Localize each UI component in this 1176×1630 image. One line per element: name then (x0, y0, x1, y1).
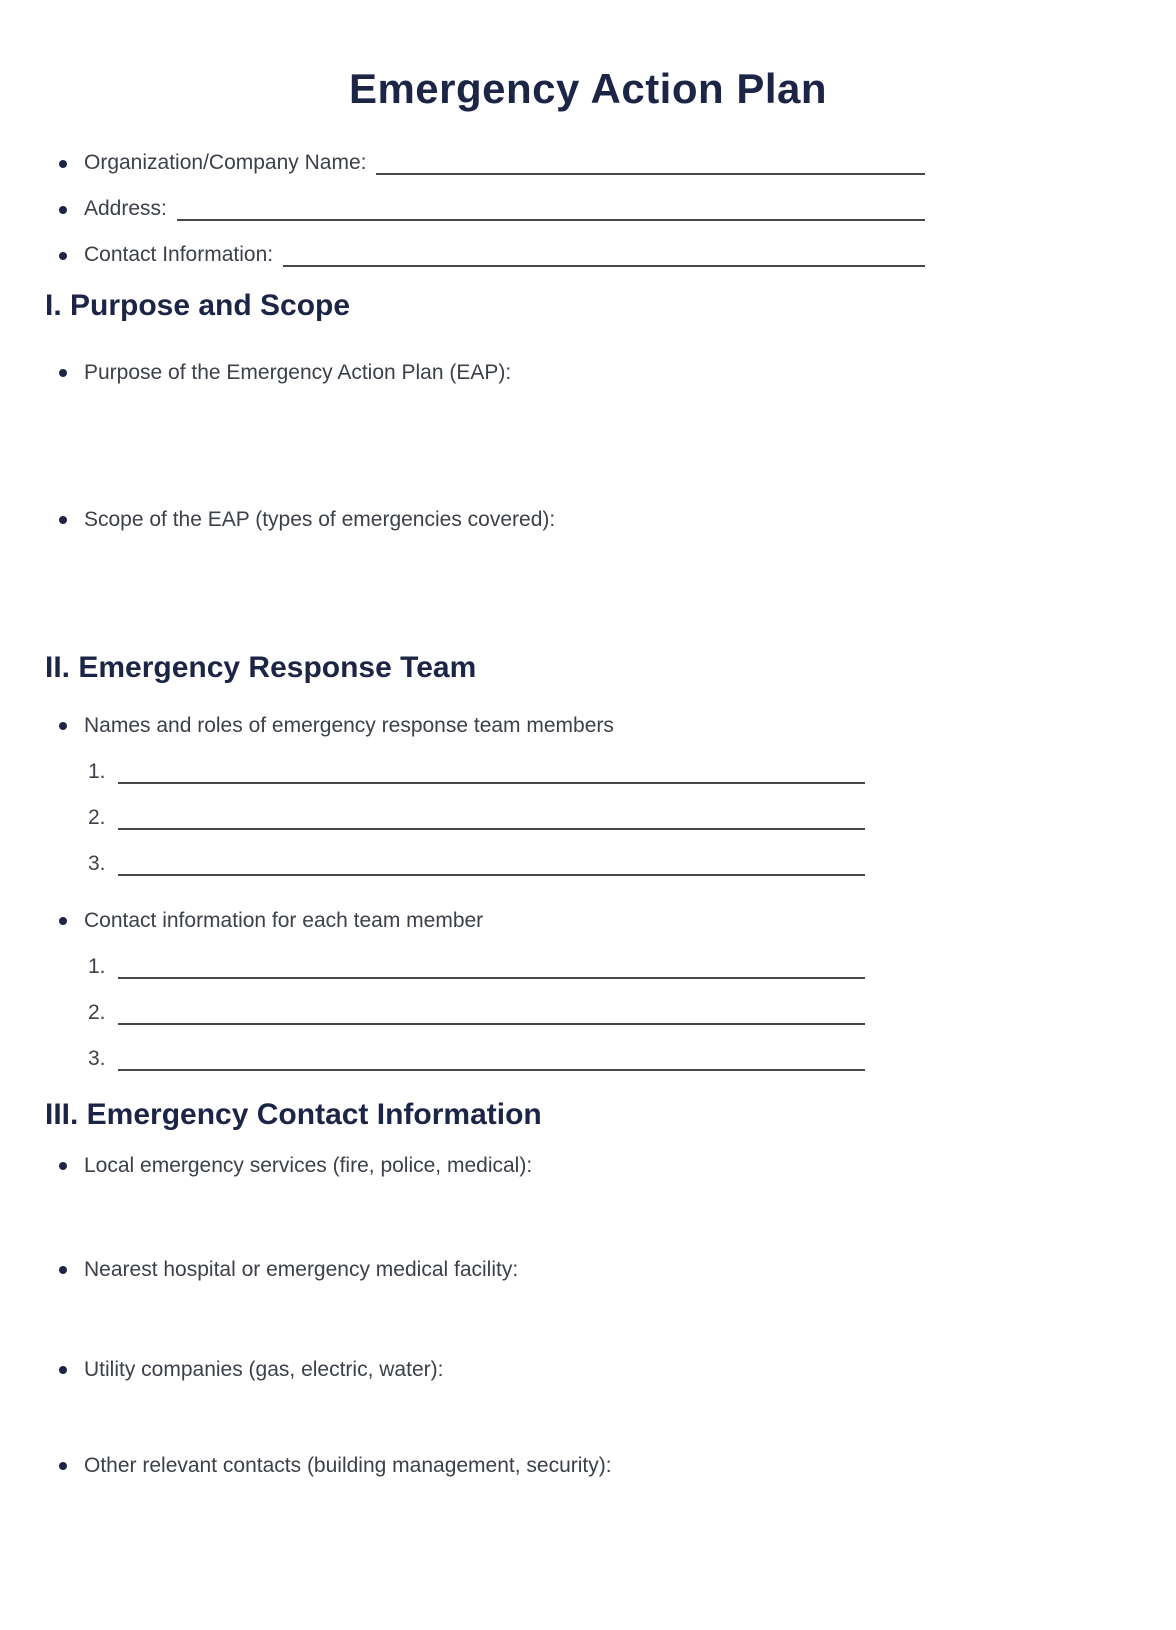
numbered-lines-names-roles (0, 739, 1176, 877)
field-row-address (45, 176, 925, 222)
team-member-name-fill-line-3[interactable] (118, 874, 865, 876)
bullet-dot-icon (59, 516, 67, 524)
numbered-lines-contact-info (0, 934, 1176, 1072)
number-label: 1. (88, 760, 106, 783)
contact-information-fill-line[interactable] (283, 265, 925, 267)
number-label: 2. (88, 1001, 106, 1024)
bullet-icon (45, 917, 84, 925)
bullet-icon (45, 160, 84, 176)
bullet-row-scope (45, 507, 925, 533)
bullet-row-local-emergency-services (45, 1153, 925, 1179)
bullet-dot-icon (59, 1266, 67, 1274)
bullet-icon (45, 1462, 84, 1470)
bullet-label: Utility companies (gas, electric, water): (84, 1358, 444, 1381)
numbered-row-3 (88, 1026, 865, 1072)
bullet-dot-icon (59, 1366, 67, 1374)
bullet-icon (45, 722, 84, 730)
bullet-icon (45, 1162, 84, 1170)
team-member-contact-fill-line-3[interactable] (118, 1069, 865, 1071)
bullet-row-other-relevant-contacts (45, 1453, 925, 1479)
numbered-row-1 (88, 739, 865, 785)
field-row-organization-name (45, 130, 925, 176)
bullet-dot-icon (59, 206, 67, 214)
bullet-dot-icon (59, 1162, 67, 1170)
bullet-dot-icon (59, 369, 67, 377)
bullet-row-nearest-hospital (45, 1257, 925, 1283)
team-member-contact-fill-line-2[interactable] (118, 1023, 865, 1025)
section-heading-emergency-contact-information: III. Emergency Contact Information (45, 1098, 542, 1131)
bullet-dot-icon (59, 917, 67, 925)
section-heading-emergency-response-team: II. Emergency Response Team (45, 651, 477, 684)
bullet-label: Scope of the EAP (types of emergencies covered): (84, 508, 556, 531)
bullet-icon (45, 516, 84, 524)
team-member-name-fill-line-2[interactable] (118, 828, 865, 830)
page-title: Emergency Action Plan (348, 65, 828, 112)
numbered-row-2 (88, 980, 865, 1026)
field-label: Address: (84, 197, 167, 220)
team-member-name-fill-line-1[interactable] (118, 782, 865, 784)
bullet-label: Names and roles of emergency response team members (84, 714, 614, 737)
number-label: 3. (88, 1047, 106, 1070)
bullet-dot-icon (59, 160, 67, 168)
address-fill-line[interactable] (177, 219, 925, 221)
numbered-row-2 (88, 785, 865, 831)
number-label: 3. (88, 852, 106, 875)
number-label: 2. (88, 806, 106, 829)
bullet-row-names-roles (45, 713, 925, 739)
bullet-dot-icon (59, 252, 67, 260)
bullet-dot-icon (59, 722, 67, 730)
bullet-row-purpose (45, 360, 925, 386)
bullet-icon (45, 369, 84, 377)
organization-name-fill-line[interactable] (376, 173, 925, 175)
field-label: Contact Information: (84, 243, 274, 266)
number-label: 1. (88, 955, 106, 978)
field-label: Organization/Company Name: (84, 151, 367, 174)
bullet-row-utility-companies (45, 1357, 925, 1383)
bullet-label: Purpose of the Emergency Action Plan (EAP): (84, 361, 512, 384)
bullet-icon (45, 252, 84, 268)
section-heading-purpose-and-scope: I. Purpose and Scope (45, 289, 351, 322)
bullet-icon (45, 206, 84, 222)
bullet-label: Nearest hospital or emergency medical facility: (84, 1258, 519, 1281)
bullet-label: Other relevant contacts (building management, security): (84, 1454, 612, 1477)
top-fields (45, 130, 925, 268)
field-row-contact-information (45, 222, 925, 268)
bullet-icon (45, 1366, 84, 1374)
bullet-label: Local emergency services (fire, police, medical): (84, 1154, 533, 1177)
bullet-label: Contact information for each team member (84, 909, 484, 932)
bullet-row-contact-info-team (45, 908, 925, 934)
numbered-row-3 (88, 831, 865, 877)
numbered-row-1 (88, 934, 865, 980)
team-member-contact-fill-line-1[interactable] (118, 977, 865, 979)
bullet-dot-icon (59, 1462, 67, 1470)
bullet-icon (45, 1266, 84, 1274)
